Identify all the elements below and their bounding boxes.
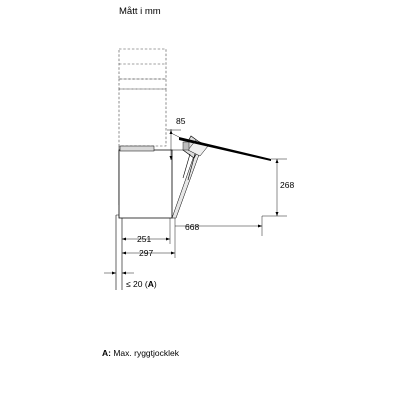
dimension-268: [262, 159, 294, 216]
units-label: Mått i mm: [119, 6, 161, 17]
dim-297-label: 297: [139, 248, 154, 258]
hood-body: [119, 146, 200, 218]
footnote: A: Max. ryggtjocklek: [102, 348, 180, 358]
dimension-668: [175, 216, 262, 236]
dim-85-label: 85: [176, 116, 186, 126]
dim-20-label: ≤ 20 (A): [126, 279, 157, 289]
dimension-251: [122, 218, 170, 244]
chimney-duct: [119, 49, 166, 146]
dim-251-label: 251: [137, 234, 152, 244]
dimension-back-thickness: [104, 272, 157, 290]
dim-668-label: 668: [185, 222, 200, 232]
dim-268-label: 268: [280, 180, 295, 190]
